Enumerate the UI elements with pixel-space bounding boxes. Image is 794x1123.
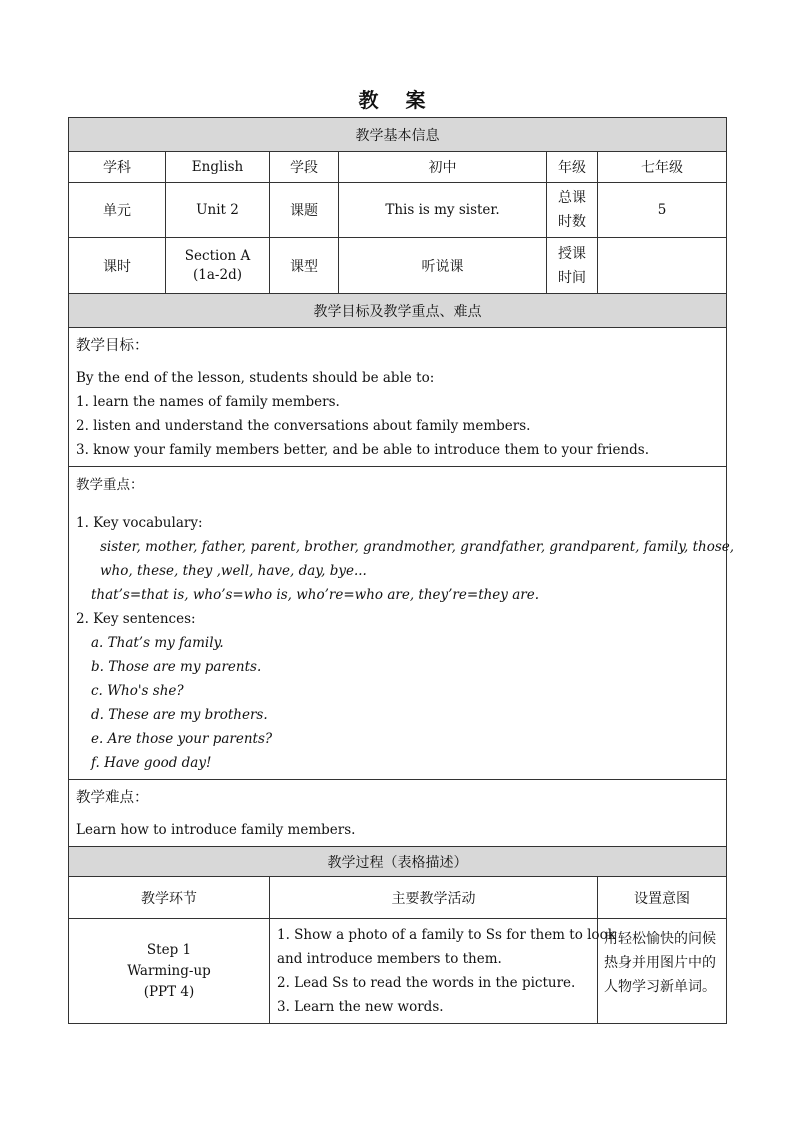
unit-value: Unit 2	[166, 183, 270, 238]
subject-value: English	[166, 152, 270, 183]
teaching-time-value	[598, 238, 727, 294]
sentences-label: 2. Key sentences:	[76, 611, 196, 627]
teaching-time-label-line1: 授课	[558, 245, 586, 262]
activity-line: 2. Lead Ss to read the words in the picture.	[277, 975, 576, 991]
key-sentence: d. These are my brothers.	[91, 707, 268, 723]
section-header-basic-info: 教学基本信息	[69, 118, 727, 152]
step-cell	[69, 919, 270, 1024]
activities-cell	[270, 919, 616, 1024]
teaching-time-label	[547, 238, 598, 294]
activity-line: 3. Learn the new words.	[277, 999, 444, 1015]
goal-line: 2. listen and understand the conversations about family members.	[76, 418, 531, 434]
process-col-stage: 教学环节	[69, 877, 270, 919]
activity-line: and introduce members to them.	[277, 951, 502, 967]
unit-label: 单元	[69, 183, 166, 238]
key-sentence: c. Who's she?	[91, 683, 184, 699]
process-col-purpose: 设置意图	[598, 877, 727, 919]
period-value	[166, 238, 270, 294]
process-col-activities: 主要教学活动	[270, 877, 598, 919]
lesson-type-value: 听说课	[339, 238, 547, 294]
step-name: Warming-up	[127, 962, 211, 979]
step-number: Step 1	[146, 941, 192, 958]
vocab-line: sister, mother, father, parent, brother, grandmother, grandfather, grandparent, family, those,	[100, 539, 735, 555]
difficult-points	[69, 780, 727, 847]
goal-line: By the end of the lesson, students should be able to:	[76, 370, 435, 386]
total-hours-label-line2: 时数	[558, 214, 586, 230]
teaching-time-label-line2: 时间	[558, 269, 586, 286]
period-label: 课时	[69, 238, 166, 294]
period-value-line2: (1a-2d)	[193, 266, 242, 283]
difficult-point-text: Learn how to introduce family members.	[76, 822, 356, 838]
stage-value: 初中	[339, 152, 547, 183]
vocab-line: that’s=that is, who’s=who is, who’re=who are, they’re=they are.	[91, 587, 539, 603]
grade-label: 年级	[547, 152, 598, 183]
lesson-plan-table	[68, 117, 735, 1024]
activity-line: 1. Show a photo of a family to Ss for them to look	[277, 927, 616, 943]
key-points-title: 教学重点：	[76, 477, 144, 493]
subject-label: 学科	[69, 152, 166, 183]
total-hours-value: 5	[598, 183, 727, 238]
grade-value: 七年级	[598, 152, 727, 183]
vocab-label: 1. Key vocabulary:	[76, 515, 203, 531]
vocab-line: who, these, they ,well, have, day, bye...	[100, 563, 367, 579]
goals-title: 教学目标：	[76, 338, 149, 354]
key-sentence: f. Have good day!	[91, 755, 212, 771]
total-hours-label	[547, 183, 598, 238]
key-points	[69, 467, 735, 780]
section-header-process: 教学过程（表格描述）	[69, 847, 727, 877]
topic-label: 课题	[270, 183, 339, 238]
document-title: 教 案	[358, 88, 436, 112]
key-sentence: e. Are those your parents?	[91, 731, 273, 747]
goal-line: 1. learn the names of family members.	[76, 394, 340, 410]
teaching-goals	[69, 328, 727, 467]
step-ppt: (PPT 4)	[143, 983, 195, 1000]
goal-line: 3. know your family members better, and be able to introduce them to your friends.	[76, 442, 650, 458]
section-header-objectives: 教学目标及教学重点、难点	[69, 294, 727, 328]
lesson-type-label: 课型	[270, 238, 339, 294]
stage-label: 学段	[270, 152, 339, 183]
period-value-line1: Section A	[184, 247, 251, 264]
key-sentence: a. That’s my family.	[91, 635, 224, 651]
total-hours-label-line1: 总课	[558, 190, 586, 206]
topic-value: This is my sister.	[339, 183, 547, 238]
difficult-points-title: 教学难点：	[76, 790, 149, 806]
key-sentence: b. Those are my parents.	[91, 659, 262, 675]
purpose-cell: 用轻松愉快的问候热身并用图片中的人物学习新单词。	[598, 919, 727, 1024]
